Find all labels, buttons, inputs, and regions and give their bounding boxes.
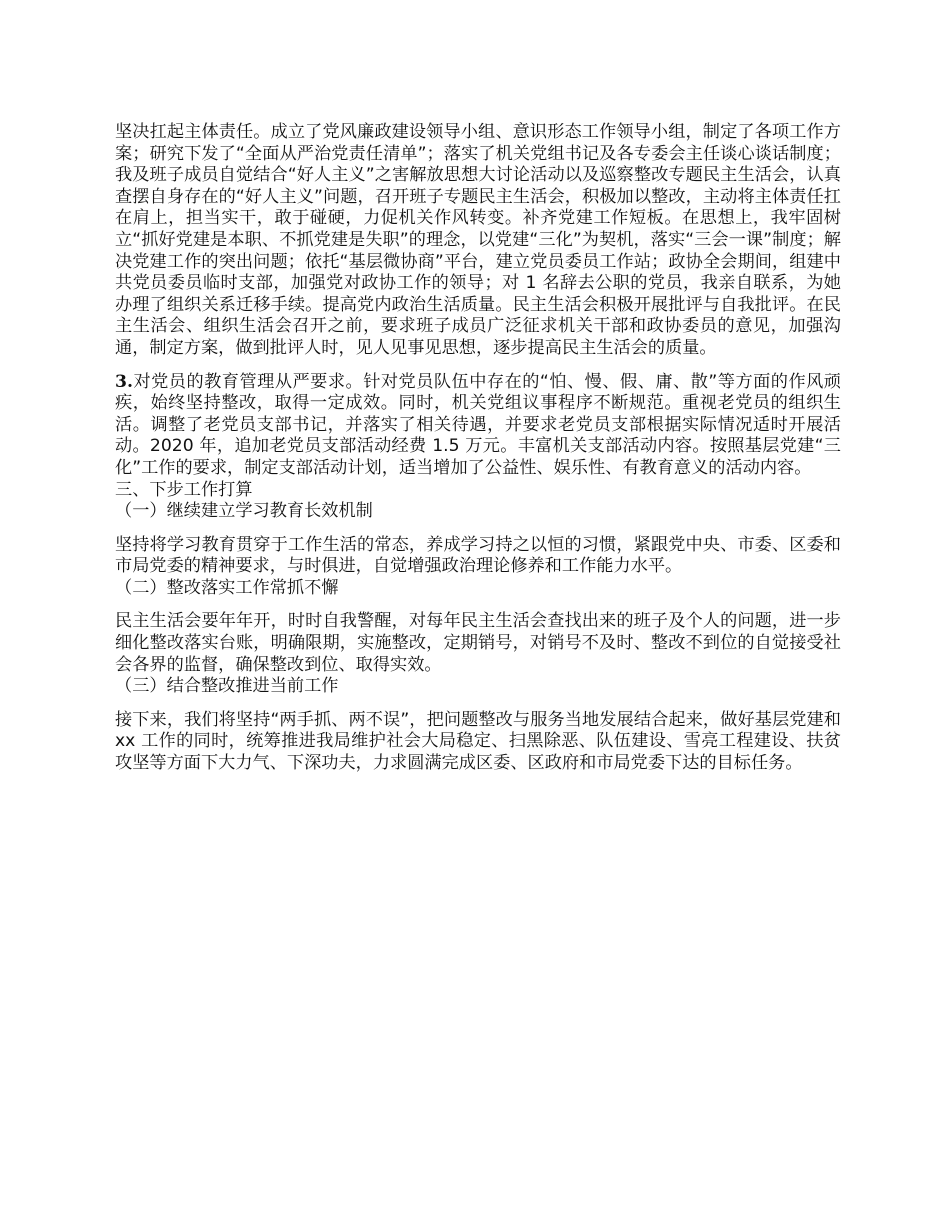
subheading-rectification: （二）整改落实工作常抓不懈 [115,577,339,598]
section-heading-next-steps: 三、下步工作打算 [115,479,253,500]
paragraph-learning-mechanism: 坚持将学习教育贯穿于工作生活的常态，养成学习持之以恒的习惯，紧跟党中央、市委、区委和市局党委的精神要求，与时俱进，自觉增强政治理论修养和工作能力水平。 [115,534,841,577]
paragraph-rectification: 民主生活会要年年开，时时自我警醒，对每年民主生活会查找出来的班子及个人的问题，进一步细化整改落实台账，明确限期，实施整改，定期销号，对销号不及时、整改不到位的自觉接受社会各界的监督，确保整改到位、取得实效。 [115,611,841,675]
document-body [115,122,841,775]
paragraph-text: 对党员的教育管理从严要求。针对党员队伍中存在的“怕、慢、假、庸、散”等方面的作风顽疾，始终坚持整改，取得一定成效。同时，机关党组议事程序不断规范。重视老党员的组织生活。调整了老党员支部书记，并落实了相关待遇，并要求老党员支部根据实际情况适时开展活动。2020 年，追加老党员支部活动经费 1.5 万元。丰富机关支部活动内容。按照基层党建“三化”工作的要求，制定支部活动计划，适当增加了公益性、娱乐性、有教育意义的活动内容。 [115,371,841,478]
subheading-learning-mechanism: （一）继续建立学习教育长效机制 [115,501,373,522]
paragraph-main-responsibility: 坚决扛起主体责任。成立了党风廉政建设领导小组、意识形态工作领导小组，制定了各项工作方案；研究下发了“全面从严治党责任清单”；落实了机关党组书记及各专委会主任谈心谈话制度；我及班子成员自觉结合“好人主义”之害解放思想大讨论活动以及巡察整改专题民主生活会，认真查摆自身存在的“好人主义”问题，召开班子专题民主生活会，积极加以整改，主动将主体责任扛在肩上，担当实干，敢于碰硬，力促机关作风转变。补齐党建工作短板。在思想上，我牢固树立“抓好党建是本职、不抓党建是失职”的理念，以党建“三化”为契机，落实“三会一课”制度；解决党建工作的突出问题；依托“基层微协商”平台，建立党员委员工作站；政协全会期间，组建中共党员委员临时支部，加强党对政协工作的领导；对 1 名辞去公职的党员，我亲自联系，为她办理了组织关系迁移手续。提高党内政治生活质量。民主生活会积极开展批评与自我批评。在民主生活会、组织生活会召开之前，要求班子成员广泛征求机关干部和政协委员的意见，加强沟通，制定方案，做到批评人时，见人见事见思想，逐步提高民主生活会的质量。 [115,122,841,358]
subheading-current-work: （三）结合整改推进当前工作 [115,676,339,697]
section-number: 3. [115,371,133,392]
paragraph-party-member-education [115,372,841,480]
paragraph-current-work: 接下来，我们将坚持“两手抓、两不误”，把问题整改与服务当地发展结合起来，做好基层党建和 xx 工作的同时，统筹推进我局维护社会大局稳定、扫黑除恶、队伍建设、雪亮工程建设、扶贫攻坚等方面下大力气、下深功夫，力求圆满完成区委、区政府和市局党委下达的目标任务。 [115,709,841,774]
